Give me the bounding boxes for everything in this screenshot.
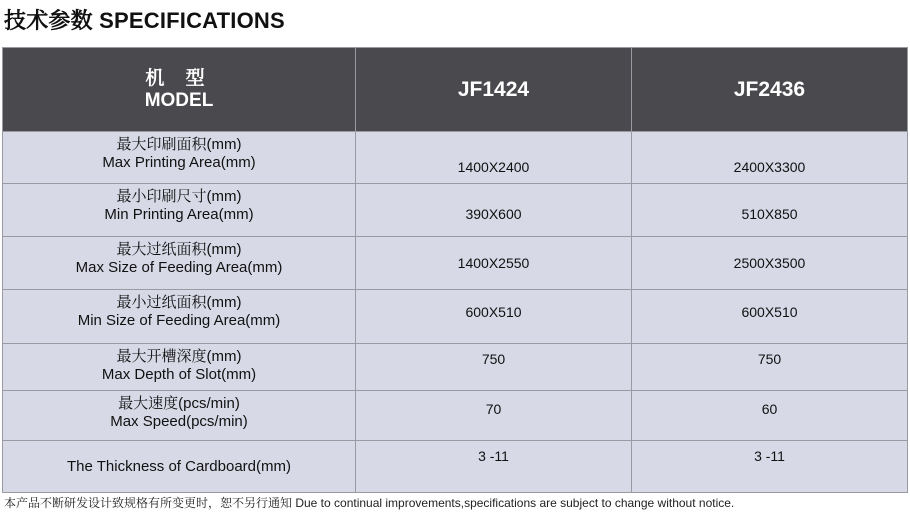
row-label-zh: 最小印刷尺寸(mm) <box>116 188 242 205</box>
table-row <box>3 344 908 391</box>
cell-value: 600X510 <box>465 304 522 320</box>
row-label-zh: 最大印刷面积(mm) <box>116 136 242 153</box>
row-label <box>3 344 356 391</box>
table-cell <box>356 184 632 237</box>
row-label-en: Min Size of Feeding Area(mm) <box>77 312 281 329</box>
table-cell <box>356 344 632 391</box>
model-label-zh: 机 型 <box>145 67 213 89</box>
cell-value: 750 <box>481 351 506 367</box>
row-label <box>3 184 356 237</box>
table-row <box>3 391 908 441</box>
row-label <box>3 441 356 493</box>
cell-value: 1400X2400 <box>457 159 530 175</box>
table-cell <box>356 237 632 290</box>
row-label-zh: 最大开槽深度(mm) <box>116 348 242 365</box>
table-cell <box>632 237 908 290</box>
model-label-en: MODEL <box>144 89 214 111</box>
model-header-cell <box>3 48 356 132</box>
cell-value: 1400X2550 <box>457 255 530 271</box>
row-label <box>3 132 356 184</box>
cell-value: 600X510 <box>741 304 798 320</box>
table-cell <box>632 391 908 441</box>
table-cell <box>632 184 908 237</box>
cell-value: 2400X3300 <box>733 159 806 175</box>
cell-value: 2500X3500 <box>733 255 806 271</box>
cell-value: 510X850 <box>741 206 798 222</box>
cell-value: 3 -11 <box>754 448 785 464</box>
row-label <box>3 391 356 441</box>
table-cell <box>356 391 632 441</box>
row-label-zh: 最大过纸面积(mm) <box>116 241 242 258</box>
table-row <box>3 132 908 184</box>
table-row <box>3 290 908 344</box>
table-row <box>3 237 908 290</box>
cell-value: 60 <box>761 401 778 417</box>
row-label-en: Max Printing Area(mm) <box>102 154 256 171</box>
table-cell <box>356 441 632 493</box>
model-jf1424-header: JF1424 <box>356 48 632 132</box>
table-cell <box>632 290 908 344</box>
row-label-zh: 最大速度(pcs/min) <box>118 395 240 412</box>
table-row <box>3 441 908 493</box>
cell-value: 3 -11 <box>478 448 509 464</box>
table-cell <box>356 132 632 184</box>
table-cell <box>356 290 632 344</box>
table-row <box>3 184 908 237</box>
table-cell <box>632 132 908 184</box>
row-label-zh: 最小过纸面积(mm) <box>116 294 242 311</box>
cell-value: 750 <box>757 351 782 367</box>
row-label-en: The Thickness of Cardboard(mm) <box>67 457 291 475</box>
row-label-en: Max Depth of Slot(mm) <box>101 366 257 383</box>
model-jf2436-header: JF2436 <box>632 48 908 132</box>
specifications-table <box>2 47 908 493</box>
row-label <box>3 237 356 290</box>
table-cell <box>632 441 908 493</box>
table-cell <box>632 344 908 391</box>
page-title: 技术参数 SPECIFICATIONS <box>4 8 285 33</box>
row-label-en: Max Speed(pcs/min) <box>110 413 248 430</box>
cell-value: 390X600 <box>465 206 522 222</box>
cell-value: 70 <box>485 401 502 417</box>
disclaimer-footer: 本产品不断研发设计致规格有所变更时，恕不另行通知 Due to continual improvements,specifications are subject to change without notice. <box>4 496 735 510</box>
table-header-row <box>3 48 908 132</box>
row-label <box>3 290 356 344</box>
row-label-en: Max Size of Feeding Area(mm) <box>75 259 283 276</box>
row-label-en: Min Printing Area(mm) <box>104 206 254 223</box>
